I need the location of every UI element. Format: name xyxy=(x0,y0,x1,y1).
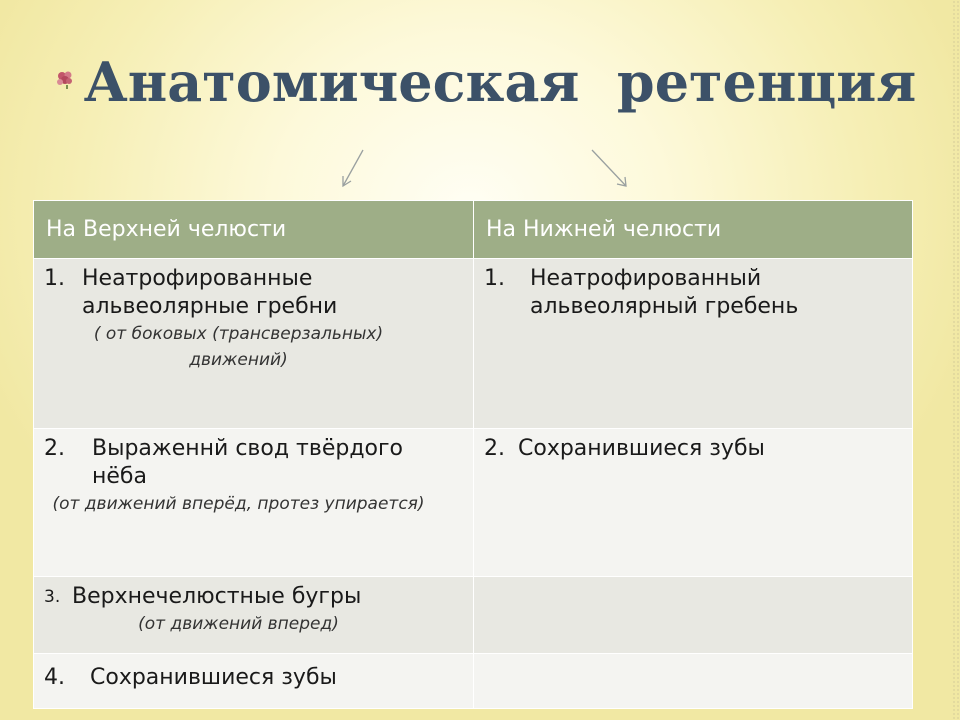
table-row xyxy=(34,654,913,709)
lower-cell-1 xyxy=(474,259,913,429)
upper-cell-4 xyxy=(34,654,474,709)
item-note: ( от боковых (трансверзальных) движений) xyxy=(93,324,384,370)
table-row xyxy=(34,259,913,429)
upper-cell-2 xyxy=(34,429,474,577)
item-text: Неатрофированные альвеолярные гребни xyxy=(82,266,338,319)
item-text: Сохранившиеся зубы xyxy=(90,665,337,690)
item-text: Сохранившиеся зубы xyxy=(518,436,765,461)
item-number: 2. xyxy=(44,436,65,461)
item-text: Выраженнй свод твёрдого нёба xyxy=(92,436,404,489)
item-note: (от движений вперед) xyxy=(138,614,339,634)
item-text: Неатрофированный альвеолярный гребень xyxy=(530,266,799,319)
lower-cell-4 xyxy=(474,654,913,709)
item-number: 3. xyxy=(44,587,61,607)
table-row xyxy=(34,429,913,577)
item-number: 1. xyxy=(484,266,505,291)
item-number: 2. xyxy=(484,436,505,461)
lower-cell-2 xyxy=(474,429,913,577)
header-upper-jaw: На Верхней челюсти xyxy=(34,201,474,259)
upper-cell-3 xyxy=(34,577,474,654)
table-row xyxy=(34,577,913,654)
item-number: 4. xyxy=(44,665,65,690)
item-text: Верхнечелюстные бугры xyxy=(72,584,362,609)
retention-table xyxy=(33,200,913,709)
slide-title: Анатомическая ретенция xyxy=(83,50,917,114)
item-note: (от движений вперёд, протез упирается) xyxy=(52,494,425,514)
upper-cell-1 xyxy=(34,259,474,429)
lower-cell-3 xyxy=(474,577,913,654)
item-number: 1. xyxy=(44,266,65,291)
header-lower-jaw: На Нижней челюсти xyxy=(474,201,913,259)
